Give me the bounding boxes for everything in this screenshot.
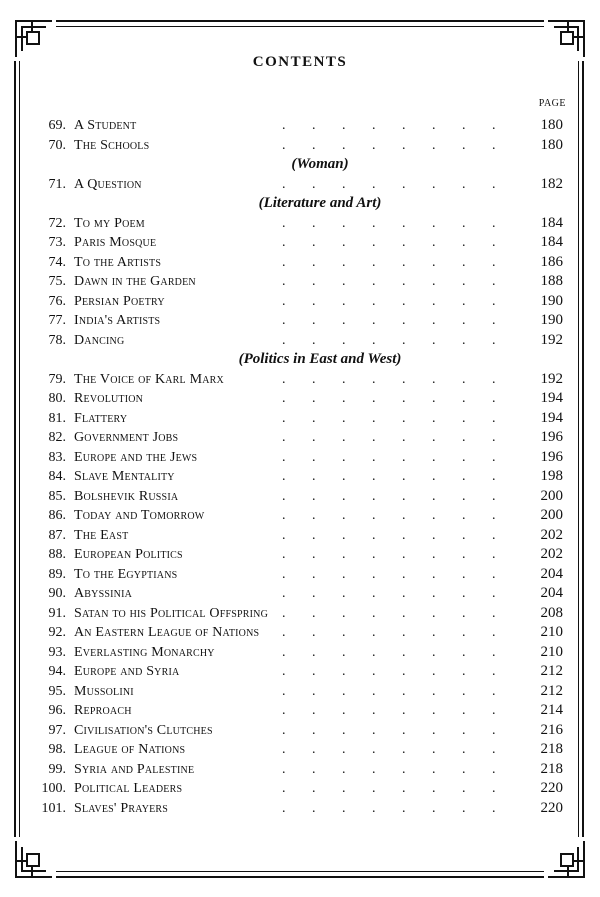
entry-number: 101. (41, 800, 66, 816)
dot-leader: . . . . . . . . (282, 644, 496, 660)
toc-entry (0, 116, 600, 136)
entry-number: 99. (48, 761, 66, 777)
entry-title: Political Leaders (74, 781, 183, 796)
entry-number: 80. (48, 391, 66, 406)
entry-number: 77. (48, 313, 66, 328)
dot-leader: . . . . . . . . (282, 430, 496, 445)
toc-entry (0, 311, 600, 331)
entry-title: A Question (74, 176, 142, 192)
entry-page-number: 210 (540, 643, 563, 660)
dot-leader: . . . . . . . . (282, 566, 496, 582)
entry-number: 92. (48, 625, 66, 640)
dot-leader: . . . . . . . . (282, 683, 496, 699)
entry-title: The Voice of Karl Marx (74, 371, 224, 387)
entry-page-number: 200 (540, 507, 563, 523)
toc-entry (0, 428, 600, 448)
entry-number: 70. (48, 137, 66, 153)
entry-page-number: 180 (540, 117, 563, 133)
entry-number: 82. (48, 430, 66, 445)
toc-entry (0, 740, 600, 760)
toc-entry (0, 623, 600, 643)
entry-number: 71. (48, 176, 66, 192)
dot-leader: . . . . . . . . (282, 391, 496, 406)
entry-number: 89. (48, 566, 66, 582)
dot-leader: . . . . . . . . (282, 703, 496, 718)
toc-entry (0, 799, 600, 819)
dot-leader: . . . . . . . . (282, 371, 496, 387)
toc-entry (0, 721, 600, 741)
entry-page-number: 204 (540, 585, 563, 601)
toc-entry (0, 272, 600, 292)
entry-number: 98. (48, 742, 66, 757)
dot-leader: . . . . . . . . (282, 118, 496, 133)
entry-title: A Student (74, 118, 137, 133)
entry-page-number: 216 (540, 721, 563, 738)
dot-leader: . . . . . . . . (282, 410, 496, 426)
entry-number: 84. (48, 469, 66, 484)
section-heading: (Politics in East and West) (238, 351, 402, 367)
entry-title: Syria and Palestine (74, 761, 195, 777)
dot-leader: . . . . . . . . (282, 800, 496, 816)
entry-number: 96. (48, 703, 66, 718)
entry-title: Europe and Syria (74, 664, 180, 679)
dot-leader: . . . . . . . . (282, 605, 496, 621)
entry-page-number: 188 (540, 273, 563, 289)
toc-entry (0, 682, 600, 702)
entry-title: Mussolini (74, 683, 134, 699)
entry-title: Government Jobs (74, 430, 179, 445)
entry-title: To my Poem (74, 215, 145, 231)
entry-number: 81. (48, 410, 66, 426)
toc-entry (0, 214, 600, 234)
entry-page-number: 182 (540, 175, 563, 192)
dot-leader: . . . . . . . . (282, 274, 496, 289)
entry-title: Abyssinia (74, 586, 133, 601)
entry-title: Dawn in the Garden (74, 274, 196, 289)
toc-entry (0, 233, 600, 253)
toc-entry (0, 448, 600, 468)
entry-number: 97. (48, 722, 66, 738)
toc-entry (0, 136, 600, 156)
toc-entry (0, 409, 600, 429)
entry-page-number: 194 (540, 390, 563, 406)
entry-page-number: 208 (540, 604, 563, 621)
entry-title: Revolution (74, 391, 144, 406)
dot-leader: . . . . . . . . (282, 449, 496, 465)
entry-title: An Eastern League of Nations (74, 625, 260, 640)
entry-page-number: 184 (540, 234, 563, 250)
entry-page-number: 196 (540, 429, 563, 445)
entry-page-number: 202 (540, 526, 563, 543)
entry-title: The East (74, 527, 129, 543)
toc-entry (0, 643, 600, 663)
toc-entry (0, 701, 600, 721)
toc-entry (0, 545, 600, 565)
entry-number: 69. (48, 118, 66, 133)
entry-number: 87. (48, 527, 66, 543)
entry-title: Persian Poetry (74, 293, 165, 309)
entry-title: Bolshevik Russia (74, 488, 179, 504)
entry-page-number: 204 (540, 565, 563, 582)
toc-entry (0, 370, 600, 390)
entry-title: Civilisation's Clutches (74, 722, 213, 738)
dot-leader: . . . . . . . . (282, 313, 496, 328)
entry-title: Satan to his Political Offspring (74, 605, 268, 621)
entry-number: 95. (48, 683, 66, 699)
entry-title: The Schools (74, 137, 150, 153)
entry-page-number: 214 (540, 702, 563, 718)
entry-page-number: 198 (540, 468, 563, 484)
entry-number: 100. (41, 781, 66, 796)
entry-page-number: 212 (540, 682, 563, 699)
entry-page-number: 190 (540, 312, 563, 328)
dot-leader: . . . . . . . . (282, 215, 496, 231)
toc-entry (0, 662, 600, 682)
entry-number: 93. (48, 644, 66, 660)
entry-number: 88. (48, 547, 66, 562)
entry-page-number: 186 (540, 253, 563, 270)
toc-entry (0, 175, 600, 195)
entry-number: 79. (48, 371, 66, 387)
dot-leader: . . . . . . . . (282, 469, 496, 484)
entry-title: Europe and the Jews (74, 449, 198, 465)
entry-page-number: 192 (540, 370, 563, 387)
entry-number: 94. (48, 664, 66, 679)
dot-leader: . . . . . . . . (282, 722, 496, 738)
page-column-header: PAGE (538, 98, 566, 109)
entry-page-number: 220 (540, 780, 563, 796)
corner-ornament-icon (544, 837, 588, 881)
entry-title: India's Artists (74, 313, 161, 328)
dot-leader: . . . . . . . . (282, 664, 496, 679)
dot-leader: . . . . . . . . (282, 527, 496, 543)
entry-number: 86. (48, 508, 66, 523)
entry-number: 91. (48, 605, 66, 621)
entry-title: European Politics (74, 547, 183, 562)
entry-page-number: 218 (540, 741, 563, 757)
dot-leader: . . . . . . . . (282, 488, 496, 504)
entry-title: Slaves' Prayers (74, 800, 169, 816)
entry-title: Today and Tomorrow (74, 508, 205, 523)
dot-leader: . . . . . . . . (282, 508, 496, 523)
toc-entry (0, 779, 600, 799)
dot-leader: . . . . . . . . (282, 625, 496, 640)
entry-page-number: 212 (540, 663, 563, 679)
entry-number: 73. (48, 235, 66, 250)
section-heading: (Woman) (291, 156, 349, 172)
toc-entry (0, 760, 600, 780)
table-of-contents (0, 116, 600, 818)
entry-page-number: 202 (540, 546, 563, 562)
entry-page-number: 184 (540, 214, 563, 231)
entry-title: Paris Mosque (74, 235, 157, 250)
dot-leader: . . . . . . . . (282, 293, 496, 309)
toc-entry (0, 253, 600, 273)
entry-title: League of Nations (74, 742, 186, 757)
entry-page-number: 196 (540, 448, 563, 465)
entry-number: 83. (48, 449, 66, 465)
toc-entry (0, 565, 600, 585)
entry-number: 72. (48, 215, 66, 231)
entry-title: Dancing (74, 332, 125, 348)
entry-page-number: 220 (540, 799, 563, 816)
entry-page-number: 180 (540, 136, 563, 153)
entry-number: 76. (48, 293, 66, 309)
entry-title: Slave Mentality (74, 469, 175, 484)
toc-entry (0, 331, 600, 351)
dot-leader: . . . . . . . . (282, 547, 496, 562)
entry-number: 90. (48, 586, 66, 601)
toc-entry (0, 526, 600, 546)
toc-entry (0, 292, 600, 312)
page-title: CONTENTS (252, 54, 348, 70)
dot-leader: . . . . . . . . (282, 137, 496, 153)
entry-title: Flattery (74, 410, 128, 426)
toc-entry (0, 584, 600, 604)
dot-leader: . . . . . . . . (282, 781, 496, 796)
dot-leader: . . . . . . . . (282, 586, 496, 601)
entry-number: 85. (48, 488, 66, 504)
toc-entry (0, 604, 600, 624)
entry-title: Everlasting Monarchy (74, 644, 215, 660)
entry-title: To the Artists (74, 254, 162, 270)
entry-number: 78. (48, 332, 66, 348)
entry-title: To the Egyptians (74, 566, 178, 582)
toc-entry (0, 389, 600, 409)
dot-leader: . . . . . . . . (282, 176, 496, 192)
toc-entry (0, 506, 600, 526)
dot-leader: . . . . . . . . (282, 761, 496, 777)
dot-leader: . . . . . . . . (282, 742, 496, 757)
toc-entry (0, 487, 600, 507)
dot-leader: . . . . . . . . (282, 235, 496, 250)
entry-page-number: 190 (540, 292, 563, 309)
entry-page-number: 194 (540, 409, 563, 426)
entry-title: Reproach (74, 703, 132, 718)
section-heading: (Literature and Art) (258, 195, 382, 211)
entry-number: 75. (48, 274, 66, 289)
toc-entry (0, 467, 600, 487)
entry-page-number: 218 (540, 760, 563, 777)
dot-leader: . . . . . . . . (282, 332, 496, 348)
entry-page-number: 192 (540, 331, 563, 348)
corner-ornament-icon (12, 837, 56, 881)
entry-page-number: 210 (540, 624, 563, 640)
entry-number: 74. (48, 254, 66, 270)
dot-leader: . . . . . . . . (282, 254, 496, 270)
entry-page-number: 200 (540, 487, 563, 504)
